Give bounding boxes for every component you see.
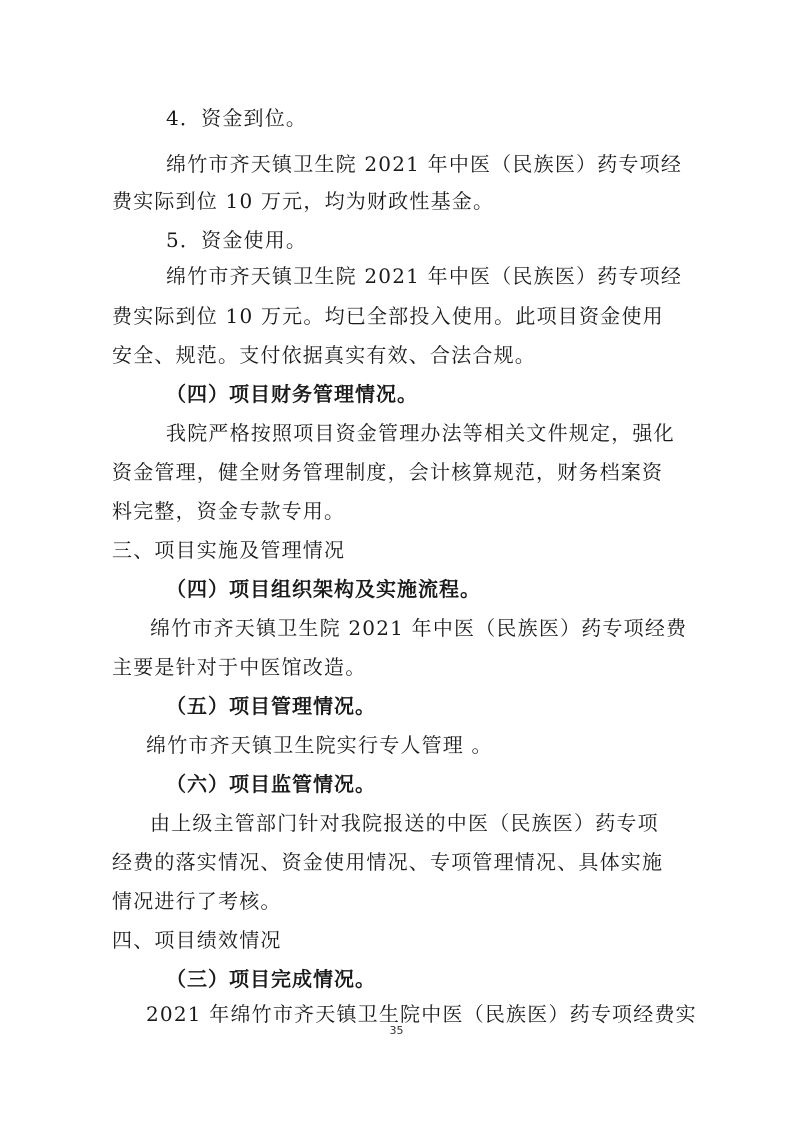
paragraph-line: 2021 年绵竹市齐天镇卫生院中医（民族医）药专项经费实 xyxy=(146,1002,697,1026)
section-heading-finance: （四）项目财务管理情况。 xyxy=(166,382,418,406)
paragraph-line: 费实际到位 10 万元。均已全部投入使用。此项目资金使用 xyxy=(112,304,664,328)
section-heading-management: （五）项目管理情况。 xyxy=(166,694,376,718)
paragraph-line: 绵竹市齐天镇卫生院 2021 年中医（民族医）药专项经费 xyxy=(150,616,688,640)
paragraph-line: 绵竹市齐天镇卫生院 2021 年中医（民族医）药专项经 xyxy=(166,264,683,288)
section-heading-organization: （四）项目组织架构及实施流程。 xyxy=(166,577,481,601)
paragraph-line: 安全、规范。支付依据真实有效、合法合规。 xyxy=(112,343,536,367)
paragraph-line: 主要是针对于中医馆改造。 xyxy=(112,655,367,679)
chapter-heading-performance: 四、项目绩效情况 xyxy=(112,928,282,952)
paragraph-line: 情况进行了考核。 xyxy=(112,889,282,913)
chapter-heading-implementation: 三、项目实施及管理情况 xyxy=(112,538,346,562)
item-4-heading: 4．资金到位。 xyxy=(166,106,308,130)
paragraph-line: 经费的落实情况、资金使用情况、专项管理情况、具体实施 xyxy=(112,850,664,874)
paragraph-line: 我院严格按照项目资金管理办法等相关文件规定，强化 xyxy=(166,421,675,445)
section-heading-completion: （三）项目完成情况。 xyxy=(166,967,376,991)
page-number: 35 xyxy=(389,1024,404,1037)
paragraph-line: 绵竹市齐天镇卫生院实行专人管理 。 xyxy=(146,733,493,757)
paragraph-line: 费实际到位 10 万元，均为财政性基金。 xyxy=(112,189,495,213)
section-heading-supervision: （六）项目监管情况。 xyxy=(166,772,376,796)
paragraph-line: 料完整，资金专款专用。 xyxy=(112,499,346,523)
paragraph-line: 由上级主管部门针对我院报送的中医（民族医）药专项 xyxy=(150,811,659,835)
item-5-heading: 5．资金使用。 xyxy=(166,228,308,252)
paragraph-line: 绵竹市齐天镇卫生院 2021 年中医（民族医）药专项经 xyxy=(166,152,683,176)
paragraph-line: 资金管理，健全财务管理制度，会计核算规范，财务档案资 xyxy=(112,460,664,484)
